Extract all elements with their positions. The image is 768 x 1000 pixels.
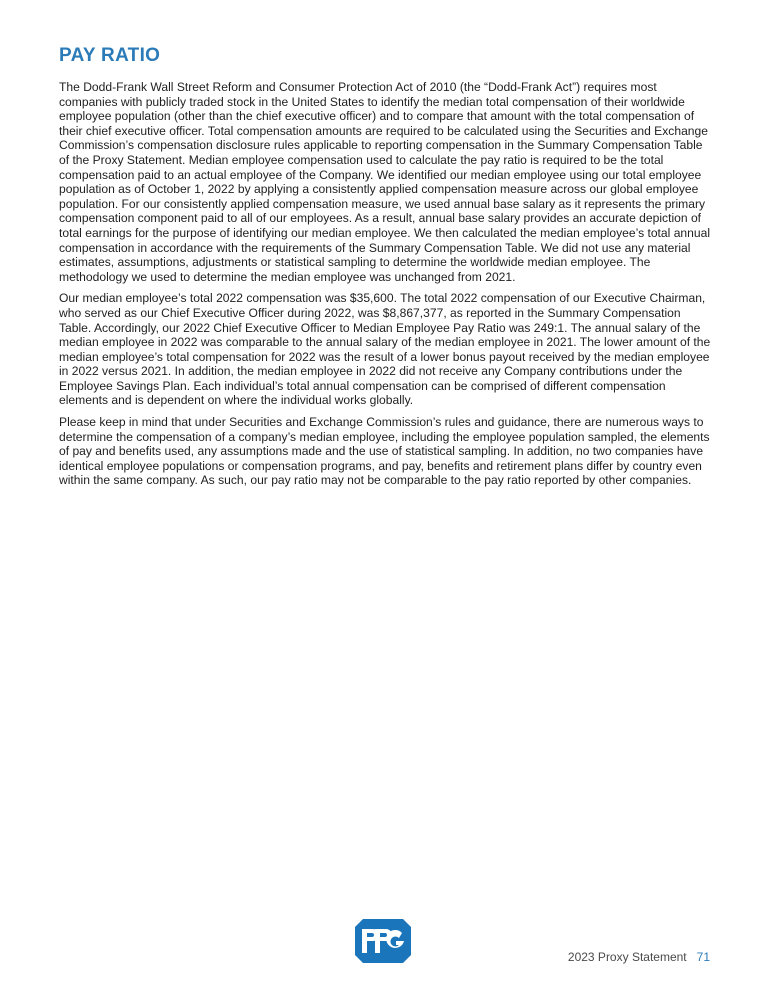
body-text — [59, 80, 711, 495]
footer-document-title: 2023 Proxy Statement — [567, 950, 687, 964]
paragraph-methodology: The Dodd-Frank Wall Street Reform and Consumer Protection Act of 2010 (the “Dodd-Frank Act”) requires most companies with publicly traded stock in the United States to identify the median total compensation of their worldwide employee population (other than the chief executive officer) and to compare that amount with the total compensation of their chief executive officer. Total compensation amounts are required to be calculated using the Securities and Exchange Commission’s compensation disclosure rules applicable to reporting compensation in the Summary Compensation Table of the Proxy Statement. Median employee compensation used to calculate the pay ratio is required to be the total compensation paid to an actual employee of the Company. We identified our median employee using our total employee population as of October 1, 2022 by applying a consistently applied compensation measure across our global employee population. For our consistently applied compensation measure, we used annual base salary as it represents the primary compensation component paid to all of our employees. As a result, annual base salary provides an accurate depiction of total earnings for the purpose of identifying our median employee. We then calculated the median employee’s total annual compensation in accordance with the requirements of the Summary Compensation Table. We did not use any material estimates, assumptions, adjustments or statistical sampling to determine the worldwide median employee. The methodology we used to determine the median employee was unchanged from 2021. — [59, 80, 711, 284]
paragraph-pay-ratio: Our median employee’s total 2022 compensation was $35,600. The total 2022 compensation of our Executive Chairman, who served as our Chief Executive Officer during 2022, was $8,867,377, as reported in the Summary Compensation Table. Accordingly, our 2022 Chief Executive Officer to Median Employee Pay Ratio was 249:1. The annual salary of the median employee in 2022 was comparable to the annual salary of the median employee in 2021. The lower amount of the median employee’s total compensation for 2022 was the result of a lower bonus payout received by the median employee in 2022 versus 2021. In addition, the median employee in 2022 did not receive any Company contributions under the Employee Savings Plan. Each individual’s total annual compensation can be comprised of different compensation elements and is dependent on where the individual works globally. — [59, 291, 711, 408]
paragraph-disclaimer: Please keep in mind that under Securities and Exchange Commission’s rules and guidance, there are numerous ways to determine the compensation of a company’s median employee, including the employee population sampled, the elements of pay and benefits used, any assumptions made and the use of statistical sampling. In addition, no two companies have identical employee populations or compensation programs, and pay, benefits and retirement plans differ by country even within the same company. As such, our pay ratio may not be comparable to the pay ratio reported by other companies. — [59, 415, 710, 488]
ppg-logo-icon — [355, 919, 411, 963]
page-footer — [568, 950, 710, 964]
page-number: 71 — [696, 950, 710, 964]
section-title: PAY RATIO — [59, 45, 161, 66]
